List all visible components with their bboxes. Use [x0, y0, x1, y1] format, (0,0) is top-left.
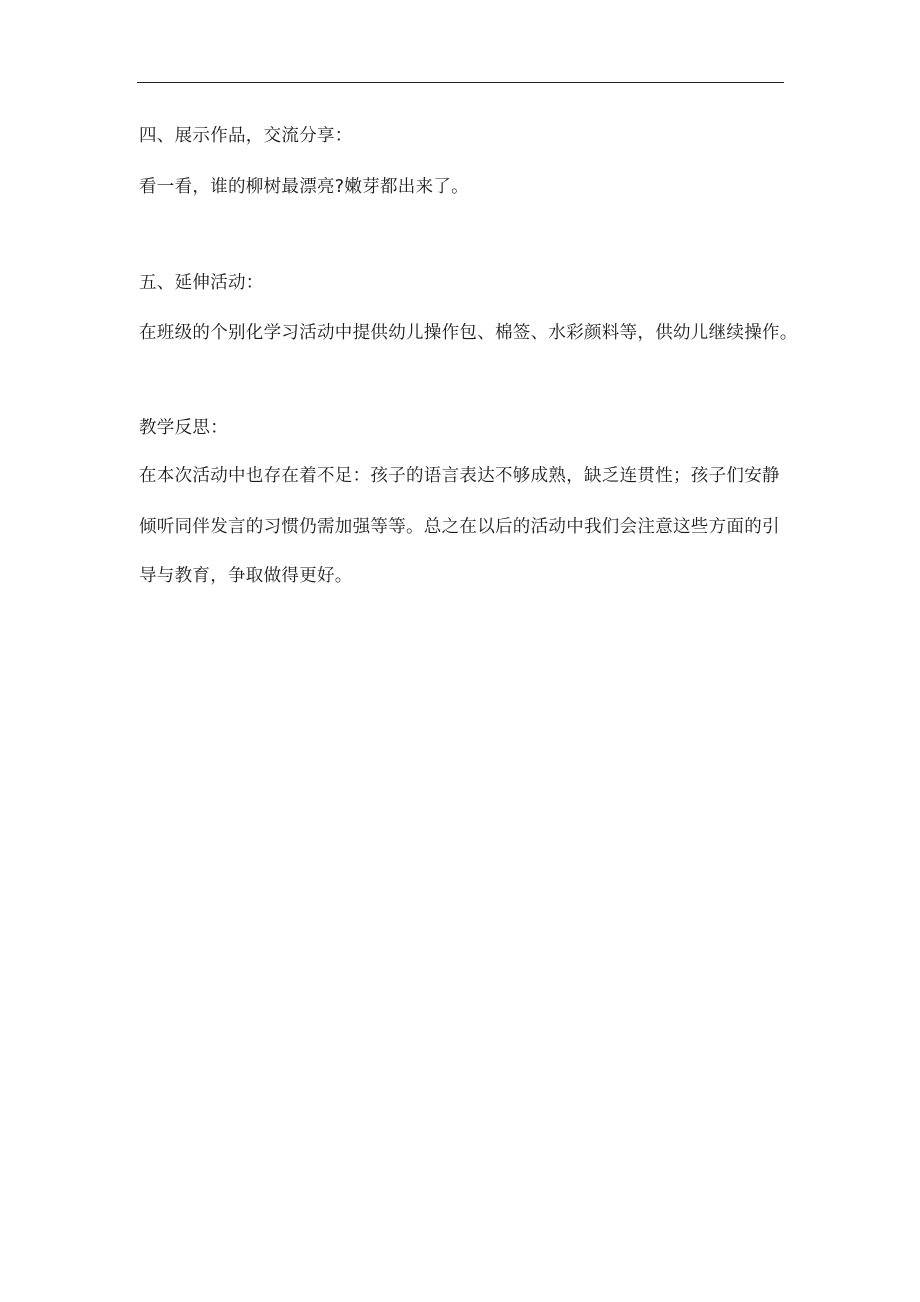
- reflection-line-2: 倾听同伴发言的习惯仍需加强等等。总之在以后的活动中我们会注意这些方面的引: [139, 517, 780, 537]
- section-heading-display: 四、展示作品，交流分享：: [139, 126, 353, 146]
- reflection-line-1: 在本次活动中也存在着不足：孩子的语言表达不够成熟，缺乏连贯性；孩子们安静: [139, 466, 780, 486]
- reflection-line-3: 导与教育，争取做得更好。: [139, 566, 353, 586]
- section-heading-extension: 五、延伸活动：: [139, 273, 264, 293]
- header-rule: [137, 82, 784, 83]
- section-body-extension: 在班级的个别化学习活动中提供幼儿操作包、棉签、水彩颜料等，供幼儿继续操作。: [139, 323, 798, 343]
- section-heading-reflection: 教学反思：: [139, 418, 228, 438]
- section-body-display: 看一看，谁的柳树最漂亮?嫩芽都出来了。: [139, 177, 469, 197]
